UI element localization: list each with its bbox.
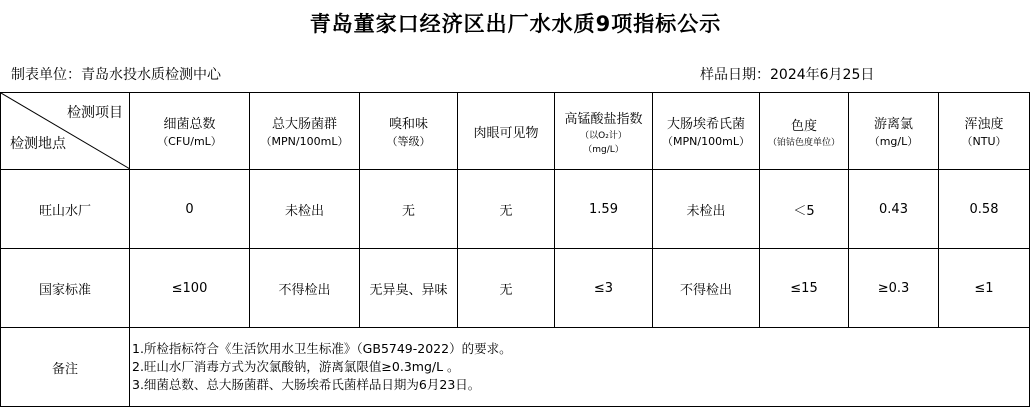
table-cell: 0 <box>130 170 250 249</box>
corner-header-cell <box>1 93 130 170</box>
table-row <box>1 249 1030 328</box>
col-header-odor <box>360 93 458 170</box>
header-row <box>1 93 1030 170</box>
col-name: 肉眼可见物 <box>473 125 539 141</box>
col-name: 细菌总数 <box>163 117 216 132</box>
table-cell: ≥0.3 <box>849 249 939 328</box>
col-header-ecoli <box>653 93 760 170</box>
table-cell: 无异臭、异味 <box>360 249 458 328</box>
table-cell: ≤100 <box>130 249 250 328</box>
table-cell: 0.58 <box>939 170 1030 249</box>
notes-content <box>130 328 1030 407</box>
table-cell: 不得检出 <box>250 249 360 328</box>
col-header-visible <box>458 93 555 170</box>
notes-label: 备注 <box>1 328 130 407</box>
col-unit: （mg/L） <box>868 135 919 148</box>
table-cell: ≤15 <box>760 249 849 328</box>
col-name: 色度 <box>790 118 817 134</box>
table-cell: 无 <box>458 170 555 249</box>
notes-row <box>1 328 1030 407</box>
page-title: 青岛董家口经济区出厂水水质9项指标公示 <box>309 12 722 36</box>
note-line: 2.旺山水厂消毒方式为次氯酸钠，游离氯限值≥0.3mg/L 。 <box>132 359 460 374</box>
col-name: 嗅和味 <box>388 117 428 132</box>
table-cell: 无 <box>458 249 555 328</box>
col-unit-2: （mg/L） <box>583 144 624 155</box>
issuing-unit: 制表单位：青岛水投水质检测中心 <box>11 67 221 83</box>
note-line: 1.所检指标符合《生活饮用水卫生标准》（GB5749-2022）的要求。 <box>132 341 512 356</box>
col-unit: （等级） <box>386 135 431 148</box>
col-name: 总大肠菌群 <box>271 117 337 132</box>
col-unit: （MPN/100mL） <box>260 135 349 148</box>
col-header-turbidity <box>939 93 1030 170</box>
table-cell: 未检出 <box>653 170 760 249</box>
table-cell: ＜5 <box>760 170 849 249</box>
table-cell: ≤1 <box>939 249 1030 328</box>
table-cell: 无 <box>360 170 458 249</box>
row-label: 旺山水厂 <box>1 170 130 249</box>
col-header-permanganate <box>555 93 653 170</box>
col-header-chlorine <box>849 93 939 170</box>
col-unit: （以O₂计） <box>580 130 627 141</box>
table-cell: 1.59 <box>555 170 653 249</box>
corner-top-label: 检测项目 <box>67 105 123 121</box>
row-label: 国家标准 <box>1 249 130 328</box>
col-header-coliform <box>250 93 360 170</box>
sample-date: 样品日期：2024年6月25日 <box>700 67 875 83</box>
table-row <box>1 170 1030 249</box>
col-header-bacteria <box>130 93 250 170</box>
col-name: 浑浊度 <box>964 117 1004 132</box>
note-line: 3.细菌总数、总大肠菌群、大肠埃希氏菌样品日期为6月23日。 <box>132 377 481 392</box>
col-unit: （MPN/100mL） <box>662 135 750 148</box>
col-unit: （铂钴色度单位） <box>767 137 840 148</box>
col-unit: （CFU/mL） <box>157 135 222 148</box>
table-cell: ≤3 <box>555 249 653 328</box>
col-name: 高锰酸盐指数 <box>564 111 643 127</box>
table-cell: 不得检出 <box>653 249 760 328</box>
water-quality-table <box>0 92 1030 407</box>
corner-bottom-label: 检测地点 <box>10 136 66 152</box>
table-cell: 0.43 <box>849 170 939 249</box>
table-cell: 未检出 <box>250 170 360 249</box>
col-name: 大肠埃希氏菌 <box>666 117 745 132</box>
col-unit: （NTU） <box>961 135 1007 148</box>
col-name: 游离氯 <box>873 117 913 132</box>
col-header-color <box>760 93 849 170</box>
